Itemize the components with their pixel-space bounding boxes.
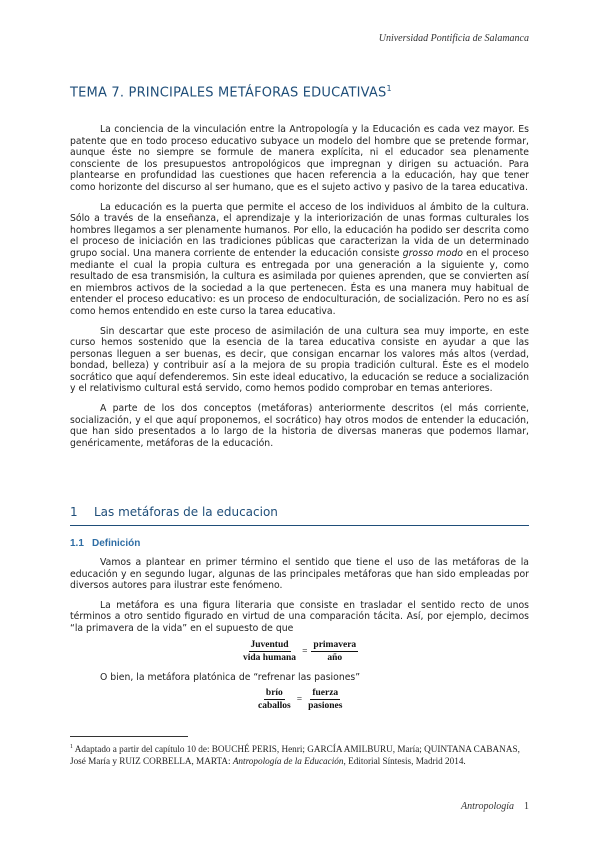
subsection-title: Definición (92, 538, 141, 549)
footnote-marker: 1 (70, 744, 73, 750)
page-number: 1 (524, 801, 529, 812)
paragraph: La metáfora es una figura literaria que consiste en trasladar el sentido recto de unos términos a otro sentido figurado en virtud de una comparación tácita. Así, por ejemplo, decimos “la primavera de la vida” en el supuesto de que (70, 599, 529, 634)
definition-text (70, 557, 529, 643)
fraction-right: fuerza pasiones (308, 688, 343, 711)
chapter-title (70, 84, 540, 100)
chapter-title-text: TEMA 7. PRINCIPALES METÁFORAS EDUCATIVAS (70, 85, 387, 101)
section-heading (70, 505, 529, 526)
page-footer (461, 801, 529, 812)
metaphor-formula (241, 640, 358, 663)
book-title: Antropología de la Educación (232, 756, 344, 767)
paragraph: O bien, la metáfora platónica de “refrenar las pasiones” (100, 672, 361, 683)
paragraph: Vamos a plantear en primer término el sentido que tiene el uso de las metáforas de la educación y en segundo lugar, algunas de las principales metáforas que han sido empleadas por diversos autores para ilustrar este fenómeno. (70, 557, 529, 592)
equals-sign: = (302, 646, 308, 657)
fraction-left: Juventud vida humana (243, 640, 297, 663)
footer-label: Antropología (461, 801, 514, 812)
fraction-left: brío caballos (258, 688, 291, 711)
intro-text (70, 124, 529, 457)
running-header: Universidad Pontificia de Salamanca (378, 33, 529, 44)
metaphor-formula (256, 688, 344, 711)
footnote-ref[interactable]: 1 (386, 84, 392, 93)
paragraph: La educación es la puerta que permite el acceso de los individuos al ámbito de la cultura. Sólo a través de la enseñanza, el aprendizaje y la interiorización de unas formas culturales los hombres llegamos a ser plenamente humanos. Por ello, la educación ha podido ser descrita como el proceso de iniciación en las tradiciones públicas que caracterizan la vida de un determinado grupo social. Una manera corriente de entender la educación consiste grosso modo en el proceso mediante el cual la propia cultura es entregada por una generación a la siguiente y, como resultado de esa transmisión, la cultura es asimilada por quienes aprenden, que se convierten así en miembros activos de la sociedad a la que pertenecen. Ésta es una manera muy habitual de entender el proceso educativo: es un proceso de endoculturación, de socialización. Pero no es así como hemos entendido en este curso la tarea educativa. (70, 201, 529, 317)
subsection-number: 1.1 (70, 538, 84, 549)
paragraph: Sin descartar que este proceso de asimilación de una cultura sea muy importe, en este curso hemos sostenido que la esencia de la tarea educativa consiste en ayudar a que las personas lleguen a ser buenas, es decir, que consigan encarnar los valores más altos (verdad, bondad, belleza) y contribuir así a la mejora de su propia tradición cultural. Éste es el modelo socrático que aquí defenderemos. Sin este ideal educativo, la educación se reduce a socialización y el relativismo cultural está servido, como hemos podido comprobar en temas anteriores. (70, 325, 529, 395)
paragraph: A parte de los dos conceptos (metáforas) anteriormente descritos (el más corriente, socialización, y el que aquí proponemos, el socrático) hay otros modos de entender la educación, que han sido presentados a lo largo de la historia de diversas maneras que podemos llamar, genéricamente, metáforas de la educación. (70, 403, 529, 449)
footnote-separator (70, 736, 188, 737)
footnote: $^1$ Adaptado a partir del capítulo 10 de: BOUCHÉ PERIS, Henri; GARCÍA AMILBURU, María; QUINTANA CABANAS, José María y RUIZ CORBELLA, MARTA: Antropología de la Educación, Editorial Síntesis, Madrid 2014. (70, 744, 520, 767)
fraction-right: primavera año (313, 640, 357, 663)
emphasis: grosso modo (402, 247, 463, 259)
subsection-heading (70, 538, 140, 549)
section-number: 1 (70, 505, 78, 519)
equals-sign: = (296, 694, 303, 705)
paragraph: La conciencia de la vinculación entre la Antropología y la Educación es cada vez mayor. Es patente que en todo proceso educativo subyace un modelo del hombre que se pretende formar, aunque éste no siempre se formule de manera explícita, ni el educador sea plenamente consciente de los presupuestos antropológicos que impregnan y dirigen su actuación. Para plantearse en profundidad las cuestiones que hacen referencia a la educación, hay que tener como horizonte del discurso al ser humano, que es el sujeto activo y pasivo de la tarea educativa. (70, 124, 529, 193)
section-title: Las metáforas de la educacion (94, 505, 278, 519)
